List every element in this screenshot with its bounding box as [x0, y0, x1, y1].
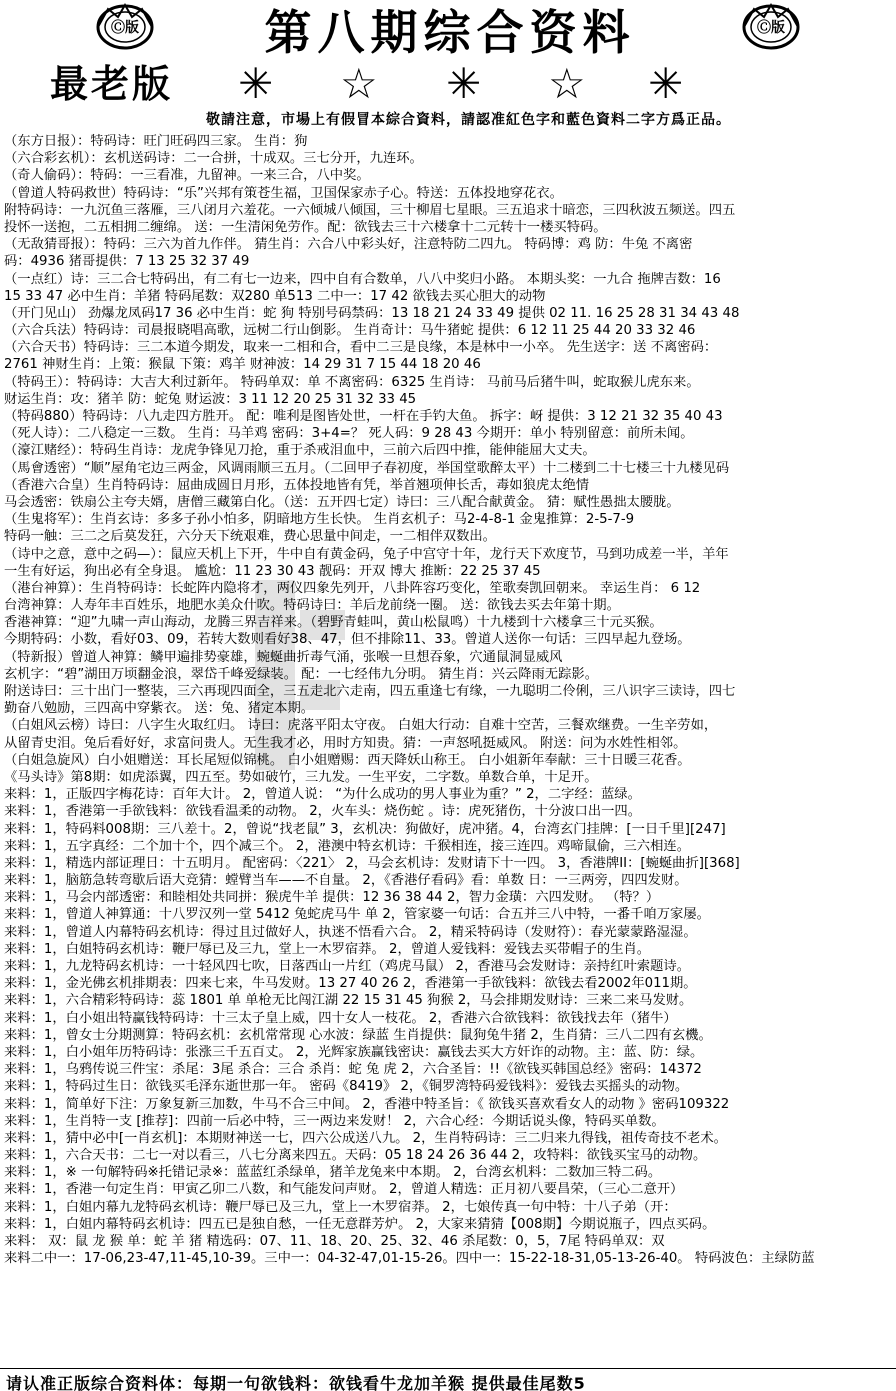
text-line: （东方日报）：特码诗：旺门旺码四三家。 生肖：狗 — [4, 134, 308, 149]
text-line: 特码一触：三二之后莫发狂，六分天下统艰难，费心思量中间走，一二相伴双数出。 — [4, 529, 496, 545]
star-icon: ☆ — [340, 59, 378, 108]
left-emblem-label: Ⓒ版 — [111, 20, 139, 36]
text-line: 来料：1，香港第一手欲钱料：欲钱看温柔的动物。 2，火车头：烧伤蛇 。诗：虎死猪伤，十分波口出一四。 — [4, 804, 642, 820]
text-line: 来料二中一：17-06,23-47,11-45,10-39。三中一：04-32-47,01-15-26。四中一：15-22-18-31,05-13-26-40。 特码波色：主绿防蓝 — [4, 1251, 815, 1267]
text-line: 今期特码：小数，看好03、09，若转大数则看好38、47，但不排除11、33。曾道人送你一句话：三四早起九登场。 — [4, 632, 691, 648]
text-line: 来料：1，白小姐出特赢钱特码诗：十三太子皇上威，四十女人一枝花。 2，香港六合欲钱料：欲钱找去年（猪牛） — [4, 1010, 677, 1026]
text-line: 来料：1，金光佛玄机排期表：四来七来，牛马发财。13 27 40 26 2，香港第一手欲钱料：欲钱去看2002年011期。 — [4, 976, 697, 992]
text-line: 来料：1，特码过生日：欲钱买毛泽东逝世那一年。 密码《8419》 2，《铜罗湾特码爱钱料》：爱钱去买摇头的动物。 — [4, 1079, 689, 1095]
text-line: 15 33 47 必中生肖：羊猪 特码尾数：双280 单513 二中一：17 42 欲钱去买心胆大的动物 — [4, 288, 546, 304]
text-line: 来料：1，白姐特码玄机诗：鞭尸辱已及三九，堂上一木罗宿莽。 2，曾道人爱钱料：爱钱去买带帽子的生肖。 — [4, 941, 651, 957]
left-emblem — [96, 3, 154, 51]
text-line: 来料：1，曾道人内幕特码玄机诗：得过且过做好人，执迷不悟看六合。 2，精采特码诗（发财符）：春光蒙蒙路湿湿。 — [4, 924, 697, 940]
right-emblem — [742, 3, 800, 51]
text-line: 来料：1，白姐内幕九龙特码玄机诗：鞭尸辱已及三九，堂上一木罗宿莽。 2，七娘传真一句中特：十八子弟（开： — [4, 1199, 677, 1215]
text-line: （馬會透密）“顺”屋角宅边三两金，风调雨顺三五月。（二回甲子春初度，举国堂歌醉太平）十二楼到二十七楼三十九楼见码 — [4, 460, 730, 476]
text-line: （六合兵法）特码诗：司晨报晓唱高歌，远树二行山倒影。 生肖奇计：马牛猪蛇 提供：6 12 11 25 44 20 33 32 46 — [4, 323, 696, 339]
text-line: 玄机字：“碧”湖田万顷翻金浪，翠岱千峰爱绿装。 配：一七经伟九分明。 猜生肖：兴云降雨无踪影。 — [4, 666, 598, 682]
text-line: 来料：1，特码料008期：三八差十。2，曾说“找老鼠” 3，玄机决：狗做好，虎冲猪。4，台湾玄门挂牌：[一日千里][247] — [4, 821, 726, 837]
text-line: （特新报）曾道人神算：鳞甲遍排势豪雄，蜿蜒曲折毒气涌，张喉一旦想吞象，穴通鼠洞显威风 — [4, 649, 563, 665]
text-line: 来料： 双：鼠 龙 猴 单：蛇 羊 猪 精选码：07、11、18、20、25、32、46 杀尾数：0，5，7尾 特码单双：双 — [4, 1234, 665, 1249]
text-line: （奇人偷码）：特码：一三看准，九留神。一来三合，八中奖。 — [4, 168, 370, 184]
notice-banner: 敬請注意，市場上有假冒本綜合資料，請認准紅色字和藍色資料二字方爲正品。 — [206, 112, 731, 128]
text-line: （特码王）：特码诗：大吉大利过新年。 特码单双：单 不离密码：6325 生肖诗： 马前马后猪牛叫，蛇取猴儿虎东来。 — [4, 374, 700, 390]
text-line: 香港神算：“迎”九啸一声山海动，龙腾三界吉祥来。（碧野青蛙叫，黄山松鼠鸣）十九楼到十六楼拿三十元买猴。 — [4, 615, 663, 631]
text-line: 来料：1，精选内部证理日：十五明月。 配密码：〈221〉 2，马会玄机诗：发财请下十一四。 3，香港牌II：[蜿蜒曲折][368] — [4, 855, 740, 871]
text-line: 来料：1，九龙特码玄机诗：一十轻风四七吹，日落西山一片红（鸡虎马鼠） 2，香港马会发财诗：亲持红叶索题诗。 — [4, 959, 690, 974]
text-line: 码：4936 猪哥提供：7 13 25 32 37 49 — [4, 254, 250, 270]
text-line: （曾道人特码救世）特码诗：“乐”兴邦有策苍生福，卫国保家赤子心。特送：五体投地穿花衣。 — [4, 185, 563, 201]
text-line: 从留青史泪。兔后看好好，求富问贵人。无生我才必，用时方知贵。猜：一声怒吼挺威风。 附送：问为水姓性相邻。 — [4, 735, 687, 751]
text-line: 来料：1，生肖特一支 [推荐]：四前一后必中特，三一两边来发财！ 2，六合心经：今期话说头像，特码买单数。 — [4, 1113, 665, 1129]
text-line: （死人诗）：二八稳定一三数。 生肖：马羊鸡 密码：3+4=？ 死人码：9 28 43 今期开：单小 特别留意：前所未闻。 — [4, 426, 694, 442]
text-line: 来料：1，白小姐年历特码诗：张涨三千五百丈。 2，光辉家族赢钱密诀：赢钱去买大方奸诈的动物。主：蓝、防：绿。 — [4, 1044, 704, 1060]
footer-text: 请认准正版综合资料体：每期一句欲钱料：欲钱看牛龙加羊猴 提供最佳尾数5 — [6, 1374, 586, 1391]
page-title: 第八期综合资料 — [264, 6, 636, 61]
text-line: （无敌猜哥报）：特码：三六为首九作伴。 猜生肖：六合八中彩头好，注意特防二四九。 特码博：鸡 防：牛兔 不离密 — [4, 237, 693, 253]
text-line: 来料：1，乌鸦传说三件宝：杀尾：3尾 杀合：三合 杀肖：蛇 兔 虎 2，六合圣旨：!!《欲钱买韩国总经》密码：14372 — [4, 1062, 702, 1078]
text-line: 《马头诗》第8期：如虎添翼，四五至。势如破竹，三九发。一生平安，二字数。单数合单，十足开。 — [4, 769, 598, 785]
text-line: （生鬼将军）：生肖玄诗：多多子孙小怕多，阴暗地方生长快。 生肖玄机子：马2-4-8-1 金鬼推算：2-5-7-9 — [4, 512, 635, 528]
text-line: （濠江赌经）：特码生肖诗：龙虎争锋见刀抢，重于杀戒泪血中，三前六后四中推，能伸能屈大丈夫。 — [4, 443, 596, 459]
text-line: （白姐急旋风）白小姐赠送：耳长尾短似锦桃。 白小姐赠赐：西天降妖山称王。 白小姐新年奉献：三十日暖三花香。 — [4, 752, 691, 768]
text-line: （诗中之意，意中之码—）：鼠应天机上下开，牛中自有黄金码，兔子中宫守十年，龙行天下欢度节，马到功成差一半，羊年 — [4, 546, 729, 562]
text-line: 来料：1，曾女士分期测算：特码玄机：玄机常常现 心水波：绿蓝 生肖提供：鼠狗兔牛猪 2，生肖猜：三八二四有玄機。 — [4, 1027, 712, 1043]
text-line: 来料：1，脑筋急转弯歇后语大竞猜：螳臂当车——不自量。 2，《香港仔看码》看：单数 日：一三两旁，四四发财。 — [4, 873, 688, 889]
text-line: （六合彩玄机）：玄机送码诗：二一合拼，十成双。三七分开，九连环。 — [4, 151, 423, 167]
text-line: 一生有好运，狗出必有全身退。 尴尬：11 23 30 43 靓码：开双 博大 推断：22 25 37 45 — [4, 563, 541, 579]
text-line: 马会透密：铁扇公主夸夫婿，唐僧三藏第白化。（送：五开四七定）诗曰：三八配合献黄金。 猜：赋性愚拙太腰胧。 — [4, 494, 680, 510]
text-line: 来料：1，白姐内幕特码玄机诗：四五已是独自愁，一任无意群芳炉。 2，大家来猜猜【008期】今期说瓶子，四点买码。 — [4, 1216, 716, 1232]
content-lines — [4, 133, 892, 1267]
text-line: （香港六合皇）生肖特码诗：屈曲成圆日月形，五体投地皆有凭，举首翘项伸长舌，毒如狼虎太绝情 — [4, 477, 590, 493]
text-line: 财运生肖：攻：猪羊 防：蛇兔 财运波：3 11 12 20 25 31 32 33 45 — [4, 391, 417, 407]
text-line: 来料：1，香港一句定生肖：甲寅乙卯二八数，和气能发问声财。 2，曾道人精选：正月初八要昌荣，（三心二意开） — [4, 1182, 684, 1198]
text-line: 来料：1，六合天书：二七一对以看三，八七分离来四五。天码：05 18 24 26 36 44 2，攻特料：欲钱买宝马的动物。 — [4, 1148, 707, 1164]
asterisk-icon: ✳ — [446, 59, 482, 108]
text-line: 附特码诗：一九沉鱼三落雁，三八闭月六羞花。一六倾城八倾国，三十柳眉七星眼。三五追求十暗恋，三四秋波五频送。四五 — [4, 202, 736, 218]
text-line: 来料：1，曾道人神算通：十八罗汉列一堂 5412 兔蛇虎马牛 单 2，管家婆一句话：合五并三八中特，一番千咱万家屡。 — [4, 907, 710, 923]
text-line: 来料：1，简单好下注：万象复新三加数，牛马不合三中间。 2，香港中特圣旨：《 欲钱买喜欢看女人的动物 》密码109322 — [4, 1096, 730, 1112]
text-line: 2761 神财生肖：上策：猴鼠 下策：鸡羊 财神波：14 29 31 7 15 44 18 20 46 — [4, 357, 481, 373]
text-line: 来料：1，正版四字梅花诗：百年大计。 2，曾道人说： “为什么成功的男人事业为重？” 2，二字经：蓝绿。 — [4, 787, 641, 803]
header — [0, 0, 896, 108]
footer-banner — [0, 1368, 896, 1391]
text-line: 来料：1，马会内部透密：和睦相处共同拼：猴虎牛羊 提供：12 36 38 44 2，智力金璜：六四发财。 （特？） — [4, 890, 660, 906]
text-line: （港台神算）：生肖特码诗：长蛇阵内隐将才，两仪四象先列开，八卦阵容巧变化，笙歌奏凯回朝来。 幸运生肖： 6 12 — [4, 580, 701, 596]
right-emblem-label: Ⓒ版 — [757, 20, 785, 36]
star-icon: ☆ — [548, 59, 586, 108]
text-line: （特码880）特码诗：八九走四方胜开。 配：唯利是图皆处世，一杆在手钓大鱼。 拆字：岈 提供：3 12 21 32 35 40 43 — [4, 409, 723, 424]
text-line: 来料：1，六合精彩特码诗：蕊 1801 单 单枪无比闯江湖 22 15 31 45 狗猴 2，马会排期发财诗：三来二来马发财。 — [4, 993, 693, 1009]
text-line: （开门见山） 劲爆龙凤码17 36 必中生肖：蛇 狗 特别号码禁码：13 18 21 24 33 49 提供 02 11. 16 25 28 31 34 43 48 — [4, 305, 740, 321]
text-line: （一点红）诗：三二合七特码出，有二有七一边来，四中自有合数单，八八中奖归小路。 本期头奖：一九合 拖牌吉数：16 — [4, 271, 721, 287]
text-line: 附送诗曰：三十出门一整装，三六再现四面全，三五走北六走南，四五重逢七有缘，一九聪明二伶俐，三八识字三读诗，四七 — [4, 684, 736, 699]
edition-label: 最老版 — [50, 61, 174, 106]
text-line: 来料：1，※ 一句解特码※托错记录※：蓝蓝红杀绿单，猪羊龙兔来中本期。 2，台湾玄机料：二数加三特二码。 — [4, 1165, 662, 1181]
text-line: 勤奋八勉励，三四高中穿紫衣。 送：兔、猪定本期。 — [4, 701, 315, 717]
text-line: 来料：1，猜中必中[一肖玄机]：本期财神送一七，四六公成送八九。 2，生肖特码诗：三二归来九得钱，祖传奇技不老术。 — [4, 1130, 727, 1146]
asterisk-icon: ✳ — [238, 59, 274, 108]
text-line: （白姐风云榜）诗曰：八字生火取红归。 诗曰：虎落平阳太守夜。 白姐大行动：自难十空苦，三餐欢继费。一生辛劳如， — [4, 718, 718, 734]
asterisk-icon: ✳ — [648, 59, 684, 108]
text-line: 来料：1，五字真经：二个加十个，四个减三个。 2，港澳中特玄机诗：千猴相连，接三连四。鸡啼鼠偷，三六相连。 — [4, 838, 690, 854]
text-line: （六合天书）特码诗：三二本道今期发，取来一二相和合，看中二三是良缘，本是林中一小卒。 先生送字：送 不离密码： — [4, 340, 718, 356]
text-line: 投怀一送抱，二五相拥二缠绵。 送：一生清闲免劳作。配：欲钱去三十六楼拿十二元转十一楼买特码。 — [4, 219, 607, 235]
text-line: 台湾神算：人寿年丰百姓乐，地肥水美众什吹。特码诗曰：羊后龙前绕一圈。 送：欲钱去买去年第十期。 — [4, 598, 620, 614]
